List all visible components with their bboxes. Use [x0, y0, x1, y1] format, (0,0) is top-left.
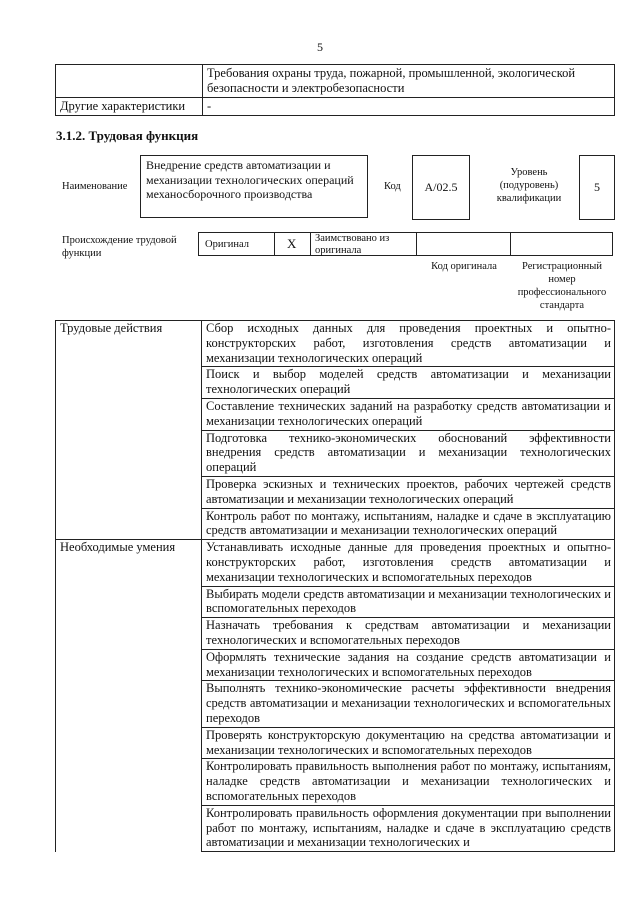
level-box: 5 [579, 155, 615, 220]
section-label-cell: Необходимые умения [56, 540, 202, 586]
table-row [56, 618, 615, 650]
section-label-cell [56, 367, 202, 399]
page-number: 5 [317, 40, 323, 54]
table-row [56, 98, 615, 116]
section-label-cell [56, 681, 202, 727]
section-label-cell [56, 476, 202, 508]
table-row [56, 321, 615, 367]
function-name-box: Внедрение средств автоматизации и механизации технологических операций механосборочного производства [140, 155, 368, 218]
code-label: Код [384, 181, 401, 192]
section-label-cell [56, 759, 202, 805]
section-item-cell: Выполнять технико-экономические расчеты эффективности внедрения средств автоматизации и механизации технологических и вспомогательных переходов [202, 681, 615, 727]
section-item-cell: Контроль работ по монтажу, испытаниям, наладке и сдаче в эксплуатацию средств автоматизации и механизации технологических операций [202, 508, 615, 540]
origin-reg-cell [510, 232, 613, 256]
original-label: Оригинал [205, 239, 249, 250]
table-cell-label [56, 65, 203, 98]
table-cell-label: Другие характеристики [56, 98, 203, 116]
top-characteristics-table [55, 64, 615, 116]
table-row [56, 727, 615, 759]
table-row [56, 65, 615, 98]
function-details-table [55, 320, 615, 852]
section-item-cell: Выбирать модели средств автоматизации и механизации технологических и вспомогательных переходов [202, 586, 615, 618]
section-label-cell [56, 398, 202, 430]
origin-code-cell [416, 232, 510, 256]
section-label-cell [56, 586, 202, 618]
table-row [56, 540, 615, 586]
table-row [56, 430, 615, 476]
table-row [56, 476, 615, 508]
section-item-cell: Проверка эскизных и технических проектов, рабочих чертежей средств автоматизации и механизации технологических операций [202, 476, 615, 508]
section-item-cell: Контролировать правильность выполнения работ по монтажу, испытаниям, наладке средств автоматизации и механизации технологических и вспомогательных переходов [202, 759, 615, 805]
section-item-cell: Подготовка технико-экономических обоснований эффективности внедрения средств автоматизации и механизации технологических операций [202, 430, 615, 476]
level-label: Уровень (подуровень) квалификации [496, 167, 562, 204]
name-label: Наименование [62, 181, 128, 192]
section-label-cell [56, 508, 202, 540]
table-row [56, 398, 615, 430]
table-cell-value: - [203, 98, 615, 116]
table-row [56, 649, 615, 681]
section-item-cell: Контролировать правильность оформления документации при выполнении работ по монтажу, испытаниям, наладке и сдаче в эксплуатацию средств автоматизации и механизации технологических и [202, 805, 615, 851]
section-item-cell: Сбор исходных данных для проведения проектных и опытно-конструкторских работ, изготовления средств автоматизации и механизации технологических операций [202, 321, 615, 367]
borrowed-label: Заимствовано из оригинала [315, 233, 390, 256]
section-item-cell: Составление технических заданий на разработку средств автоматизации и механизации технологических операций [202, 398, 615, 430]
table-row [56, 586, 615, 618]
section-label-cell: Трудовые действия [56, 321, 202, 367]
table-row [56, 367, 615, 399]
table-row [56, 805, 615, 851]
section-label-cell [56, 649, 202, 681]
section-item-cell: Назначать требования к средствам автоматизации и механизации технологических и вспомогательных переходов [202, 618, 615, 650]
section-label-cell [56, 727, 202, 759]
section-label-cell [56, 805, 202, 851]
section-item-cell: Проверять конструкторскую документацию на средства автоматизации и механизации технологических и вспомогательных переходов [202, 727, 615, 759]
section-item-cell: Поиск и выбор моделей средств автоматизации и механизации технологических операций [202, 367, 615, 399]
origin-borrowed-cell [310, 232, 416, 256]
origin-label: Происхождение трудовой функции [62, 235, 177, 259]
section-title: 3.1.2. Трудовая функция [56, 128, 199, 143]
table-row [56, 508, 615, 540]
section-item-cell: Оформлять технические задания на создание средств автоматизации и механизации технологических и вспомогательных переходов [202, 649, 615, 681]
section-item-cell: Устанавливать исходные данные для проведения проектных и опытно-конструкторских работ, изготовления средств автоматизации и механизации технологических и вспомогательных переходов [202, 540, 615, 586]
origin-original-cell [198, 232, 274, 256]
section-label-cell [56, 618, 202, 650]
original-mark: X [287, 236, 297, 251]
table-row [56, 681, 615, 727]
origin-mark-cell [274, 232, 310, 256]
function-details-body [56, 321, 615, 852]
reg-number-caption: Регистрационный номер профессионального стандарта [517, 261, 607, 311]
table-row [56, 759, 615, 805]
code-original-caption: Код оригинала [431, 261, 497, 272]
function-code-box: А/02.5 [412, 155, 470, 220]
table-cell-value: Требования охраны труда, пожарной, промышленной, экологической безопасности и электробезопасности [203, 65, 615, 98]
section-label-cell [56, 430, 202, 476]
